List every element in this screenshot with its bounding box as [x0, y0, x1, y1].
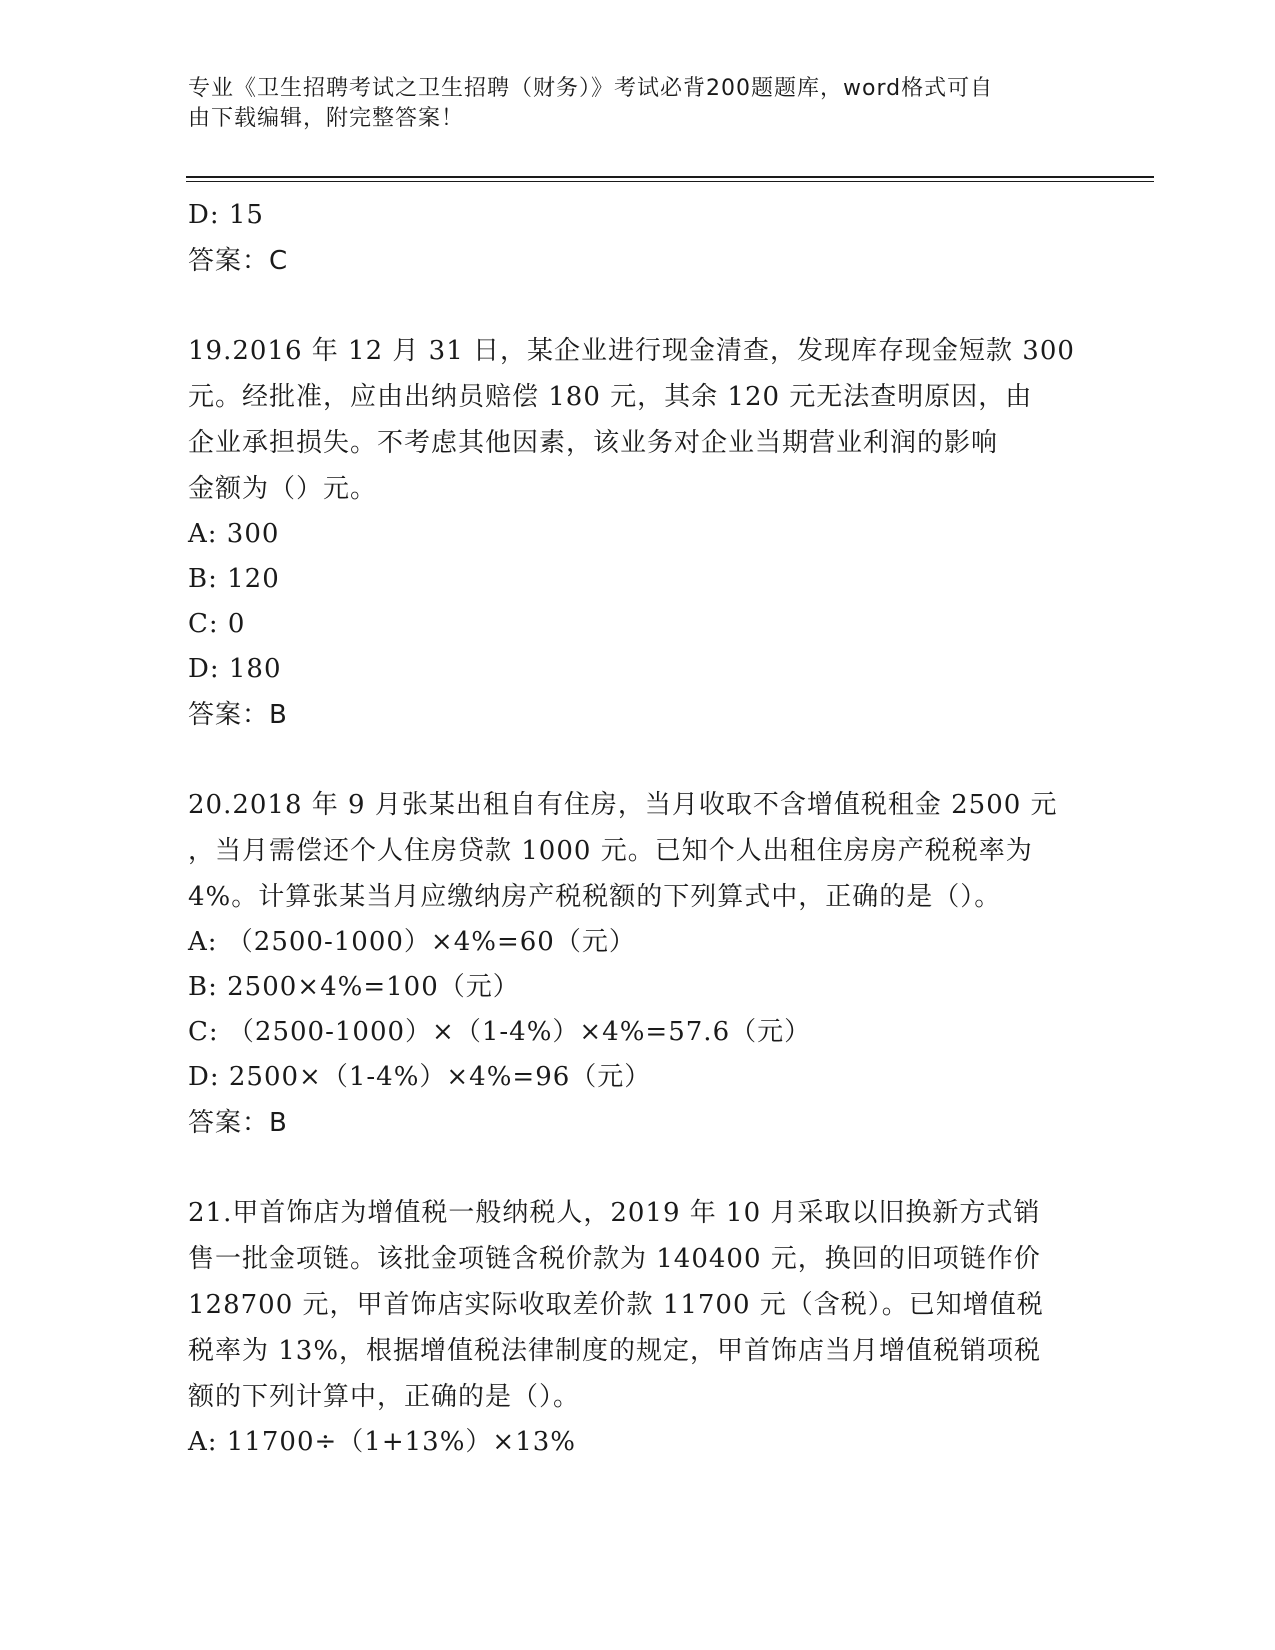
header-line-2: 由下载编辑，附完整答案！ [188, 106, 465, 131]
header-divider-thick [186, 176, 1154, 178]
question-19-answer: 答案：B [188, 700, 288, 730]
question-20-answer: 答案：B [188, 1108, 288, 1138]
question-21-stem-line: 售一批金项链。该批金项链含税价款为 140400 元，换回的旧项链作价 [188, 1244, 1041, 1274]
question-19-option-a: A: 300 [188, 519, 280, 549]
question-19-option-c: C: 0 [188, 609, 246, 639]
question-20-stem-line: 4%。计算张某当月应缴纳房产税税额的下列算式中，正确的是（）。 [188, 882, 1002, 912]
spacer [188, 738, 1088, 782]
question-20-stem-line: 20.2018 年 9 月张某出租自有住房，当月收取不含增值税租金 2500 元 [188, 790, 1058, 820]
spacer [188, 1146, 1088, 1190]
question-21-stem-line: 额的下列计算中，正确的是（）。 [188, 1382, 581, 1412]
prev-option-d: D: 15 [188, 200, 264, 230]
question-20-stem [188, 782, 1088, 920]
question-content [188, 192, 1088, 1465]
question-20-option-b: B: 2500×4%=100（元） [188, 972, 520, 1002]
question-19-stem-line: 元。经批准，应由出纳员赔偿 180 元，其余 120 元无法查明原因，由 [188, 382, 1033, 412]
prev-answer: 答案：C [188, 246, 289, 276]
question-20-option-d: D: 2500×（1-4%）×4%=96（元） [188, 1062, 652, 1092]
header-line-1: 专业《卫生招聘考试之卫生招聘（财务）》考试必背200题题库，word格式可自 [188, 76, 994, 101]
question-19-stem-line: 企业承担损失。不考虑其他因素，该业务对企业当期营业利润的影响 [188, 428, 999, 458]
question-21-option-a: A: 11700÷（1+13%）×13% [188, 1427, 576, 1457]
question-21-stem [188, 1190, 1088, 1420]
question-20-option-c: C: （2500-1000）×（1-4%）×4%=57.6（元） [188, 1017, 812, 1047]
page-header [188, 74, 1068, 134]
question-19-option-d: D: 180 [188, 654, 282, 684]
question-21-stem-line: 税率为 13%，根据增值税法律制度的规定，甲首饰店当月增值税销项税 [188, 1336, 1042, 1366]
question-20-option-a: A: （2500-1000）×4%=60（元） [188, 927, 636, 957]
header-divider-thin [186, 181, 1154, 182]
question-19-stem-line: 19.2016 年 12 月 31 日，某企业进行现金清查，发现库存现金短款 300 [188, 336, 1075, 366]
question-19-stem [188, 328, 1088, 512]
question-19-stem-line: 金额为（）元。 [188, 474, 378, 504]
question-21-stem-line: 21.甲首饰店为增值税一般纳税人，2019 年 10 月采取以旧换新方式销 [188, 1198, 1041, 1228]
question-20-stem-line: ，当月需偿还个人住房贷款 1000 元。已知个人出租住房房产税税率为 [188, 836, 1033, 866]
question-21-stem-line: 128700 元，甲首饰店实际收取差价款 11700 元（含税）。已知增值税 [188, 1290, 1044, 1320]
question-19-option-b: B: 120 [188, 564, 280, 594]
spacer [188, 284, 1088, 328]
